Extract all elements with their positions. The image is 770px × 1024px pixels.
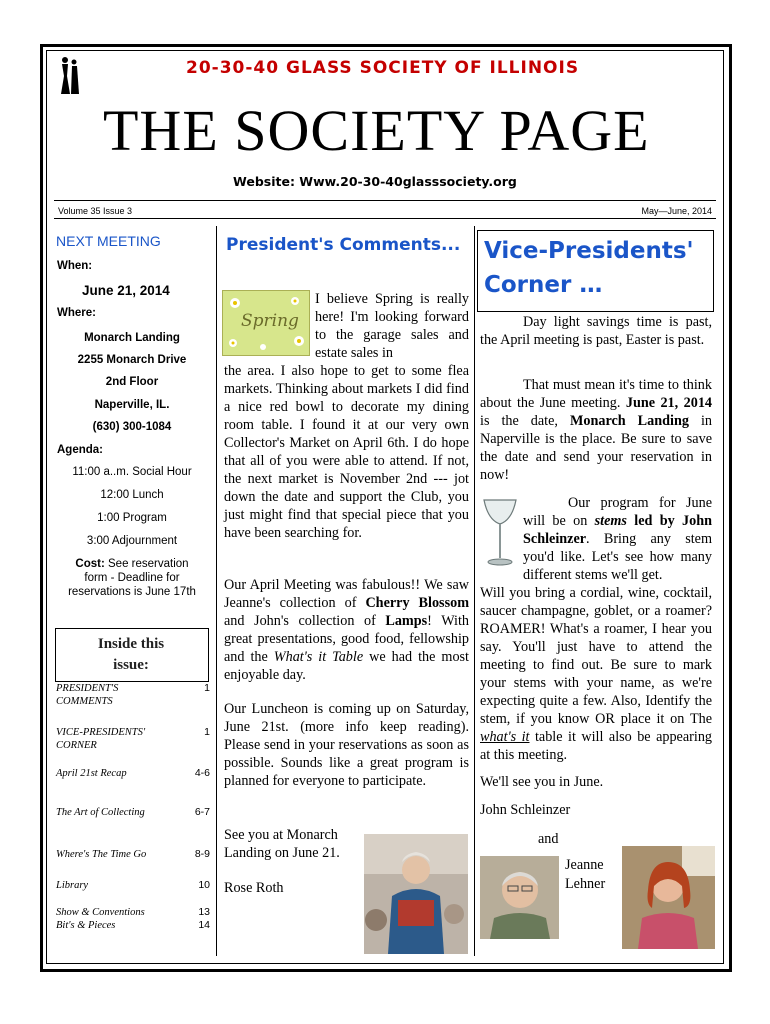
society-name: 20-30-40 GLASS SOCIETY OF ILLINOIS [186, 58, 580, 78]
when-label: When: [57, 260, 93, 272]
toc-page-number: 13 [198, 906, 210, 918]
text-run: ! With great presentations, good food, fellowship and the [224, 613, 469, 665]
toc-entry[interactable]: Library [56, 880, 89, 891]
cost-text: See reservation [104, 558, 189, 570]
toc-title: Show & Conventions [56, 907, 145, 918]
vp-signature: John Schleinzer [480, 802, 571, 818]
wine-glass-icon [478, 496, 522, 570]
president-paragraph: I believe Spring is really here! I'm looking forward to the garage sales and estate sales in [315, 291, 469, 361]
where-line: 2nd Floor [105, 376, 159, 388]
where-line: Monarch Landing [84, 332, 180, 344]
column-divider [216, 226, 217, 956]
president-paragraph [224, 576, 469, 684]
president-paragraph: Our Luncheon is coming up on Saturday, June 21st. (more info keep reading). Please send in your reservations as soon as possible. Sounds like a great program is planned for everyone to participate. [224, 701, 469, 789]
inside-issue-title-line: issue: [113, 657, 149, 673]
text-run: Monarch Landing [569, 413, 689, 429]
toc-page: 4-6 [194, 767, 210, 779]
text-run: Will you bring a cordial, wine, cocktail, saucer champagne, goblet, or a roamer? ROAMER! What's a roamer, I hear you say. You'll just have to attend the meeting to find out. Be sure to mark your stems with your name, as we're expecting quite a few. Also, Identify the stem, if you know OR place it on The [480, 585, 712, 727]
text-run: Our April Meeting was fabulous!! We saw Jeanne's collection of [224, 577, 469, 611]
where-line: (630) 300-1084 [92, 421, 172, 433]
text-run: That must mean it's time to think about the June meeting. [480, 377, 712, 411]
vp-paragraph: We'll see you in June. [480, 774, 604, 790]
toc-page: 8-9 [194, 848, 210, 860]
issue-date: May—June, 2014 [641, 206, 712, 216]
toc-entry[interactable]: Where's The Time Go [56, 849, 147, 860]
toc-entry[interactable] [56, 682, 176, 708]
vp-signature: Lehner [565, 876, 606, 892]
agenda-item: 11:00 a..m. Social Hour [72, 466, 192, 478]
toc-page [184, 906, 210, 932]
when-value: June 21, 2014 [82, 283, 170, 298]
text-run: . Bring any stem you'd like. Let's see how many different stems we'll get. [523, 531, 712, 583]
toc-entry[interactable]: The Art of Collecting [56, 807, 145, 818]
vp-signature: Jeanne [565, 857, 604, 873]
cost-label: Cost: [75, 558, 105, 570]
toc-page: 10 [198, 879, 210, 891]
toc-entry[interactable] [56, 726, 176, 752]
spring-image [222, 290, 310, 356]
agenda-item: 3:00 Adjournment [86, 535, 178, 547]
toc-title: Bit's & Pieces [56, 920, 116, 931]
toc-page: 6-7 [194, 806, 210, 818]
text-run: Cherry Blossom [365, 595, 470, 611]
newsletter-title: THE SOCIETY PAGE [103, 98, 650, 163]
next-meeting-heading: NEXT MEETING [56, 233, 161, 249]
president-signature: Rose Roth [224, 880, 284, 896]
toc-page: 1 [204, 682, 210, 694]
vp-and: and [538, 831, 559, 847]
cost-text: form - Deadline for [84, 572, 180, 584]
vice-presidents-corner-heading: Vice-Presidents' Corner … [484, 238, 694, 298]
person-photo-icon [480, 856, 559, 939]
text-run: led by John Schleinzer [523, 513, 712, 547]
text-run: is the date, [480, 413, 570, 429]
toc-entry[interactable] [56, 906, 176, 932]
vp-paragraph [523, 494, 712, 584]
inside-issue-title [55, 634, 207, 676]
toc-page: 1 [204, 726, 210, 738]
volume-issue: Volume 35 Issue 3 [58, 206, 133, 216]
text-run: and John's collection of [224, 613, 386, 629]
rose-roth-photo [364, 834, 468, 954]
toc-title: VICE-PRESIDENTS' [56, 727, 146, 738]
spring-image-label: Spring [241, 311, 299, 331]
where-line: Naperville, IL. [94, 399, 170, 411]
header-rule [54, 200, 716, 201]
header-rule [54, 218, 716, 219]
agenda-item: 1:00 Program [97, 512, 167, 524]
toc-title: COMMENTS [56, 696, 113, 707]
toc-title: PRESIDENT'S [56, 683, 119, 694]
text-run: Lamps [385, 613, 428, 629]
society-logo-icon [58, 54, 82, 98]
agenda-label: Agenda: [57, 444, 103, 456]
toc-entry[interactable]: April 21st Recap [56, 768, 127, 779]
text-run: table it will also be appearing at this meeting. [480, 729, 713, 763]
vp-paragraph: Day light savings time is past, the April meeting is past, Easter is past. [480, 314, 712, 348]
column-divider [474, 226, 475, 956]
text-run: in Naperville is the place. Be sure to save the date and send your reservation in now! [480, 413, 712, 483]
cost-text: reservations is June 17th [68, 586, 196, 598]
president-paragraph: the area. I also hope to get to some flea markets. Thinking about markets I did find a nice red bowl to decorate my dining room table. I found it at our very own Collector's Market on April 6th. I do hope that all of you were able to attend. If not, the next market is November 2nd --- jot down the date and support the Club, you just might find that special piece that you have been searching for. [224, 363, 469, 541]
president-paragraph: See you at Monarch Landing on June 21. [224, 827, 340, 861]
jeanne-lehner-photo [622, 846, 715, 949]
toc-title: CORNER [56, 740, 97, 751]
text-run: Our program for June will be on [523, 495, 712, 529]
text-run: June 21, 2014 [625, 395, 713, 411]
vp-paragraph [480, 584, 712, 764]
presidents-comments-heading: President's Comments... [226, 235, 461, 255]
text-run: what's it [480, 729, 530, 745]
text-run: we had the most enjoyable day. [224, 649, 469, 683]
person-photo-icon [622, 846, 715, 949]
agenda-item: 12:00 Lunch [100, 489, 164, 501]
john-schleinzer-photo [480, 856, 559, 939]
person-photo-icon [364, 834, 468, 954]
website-link[interactable]: Website: Www.20-30-40glasssociety.org [233, 174, 517, 189]
inside-issue-title-line: Inside this [97, 636, 165, 652]
vp-paragraph [480, 376, 712, 484]
where-line: 2255 Monarch Drive [77, 354, 187, 366]
toc-page-number: 14 [198, 919, 210, 931]
text-run: stems [594, 513, 627, 529]
text-run: What's it Table [273, 649, 364, 665]
where-label: Where: [57, 307, 96, 319]
cost-line [52, 558, 212, 570]
